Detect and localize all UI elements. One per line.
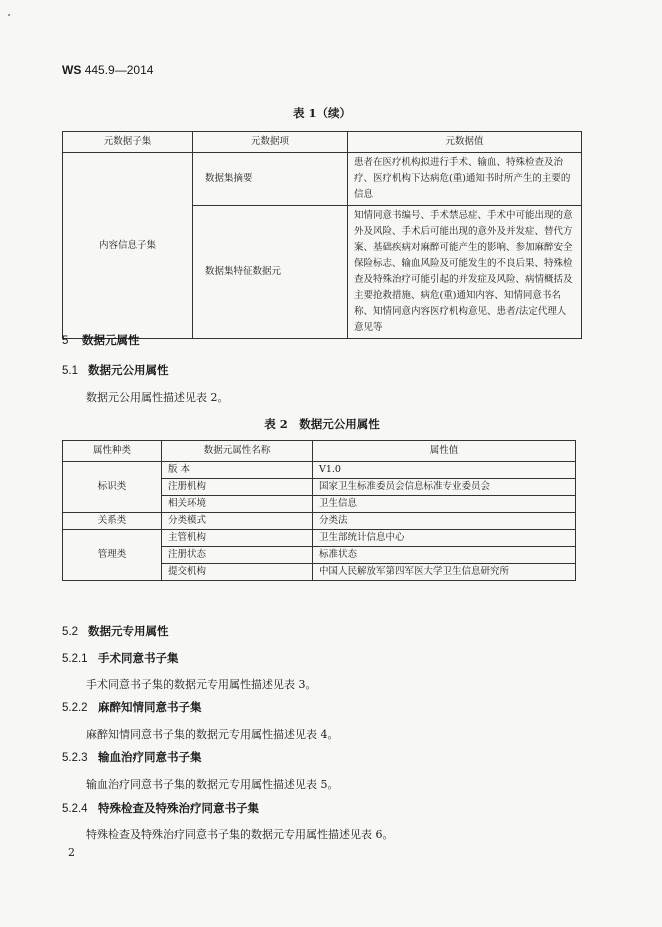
- section-5-2-3-text: 输血治疗同意书子集的数据元专用属性描述见表 5。: [86, 778, 339, 791]
- section-5-2-1-text: 手术同意书子集的数据元专用属性描述见表 3。: [86, 678, 317, 691]
- section-title: 输血治疗同意书子集: [98, 752, 202, 764]
- section-number: 5.2.3: [62, 752, 88, 764]
- table-row: [63, 153, 582, 206]
- std-number: 445.9—2014: [84, 63, 154, 77]
- header-cell: 元数据项: [193, 132, 348, 153]
- table2: [62, 440, 576, 581]
- table-header-row: [63, 441, 576, 462]
- header-cell: 属性种类: [63, 441, 162, 462]
- section-title: 手术同意书子集: [98, 653, 179, 665]
- attr-name-cell: 注册状态: [162, 547, 313, 564]
- item-cell: 数据集摘要: [193, 153, 348, 206]
- table-row: [63, 513, 576, 530]
- section-title: 数据元专用属性: [88, 626, 169, 638]
- section-5-2-1-heading: [62, 650, 179, 666]
- section-5-2-2-text: 麻醉知情同意书子集的数据元专用属性描述见表 4。: [86, 728, 339, 741]
- value-cell: 知情同意书编号、手术禁忌症、手术中可能出现的意外及风险、手术后可能出现的意外及并发症、替代方案、基础疾病对麻醉可能产生的影响、参加麻醉安全保险标志、输血风险及可能发生的不良后果、特殊检查及特殊治疗可能引起的并发症及风险、病情概括及主要抢救措施、病危(重)通知内容、知情同意书名称、知情同意内容医疗机构意见、患者/法定代理人意见等: [348, 206, 582, 339]
- page-number: 2: [68, 846, 75, 859]
- attr-value-cell: 标准状态: [313, 547, 576, 564]
- attr-name-cell: 相关环境: [162, 496, 313, 513]
- scan-speck: [8, 14, 10, 16]
- attr-name-cell: 分类模式: [162, 513, 313, 530]
- section-5-1-heading: [62, 362, 169, 378]
- attr-value-cell: 国家卫生标准委员会信息标准专业委员会: [313, 479, 576, 496]
- category-cell: 管理类: [63, 530, 162, 581]
- header-cell: 数据元属性名称: [162, 441, 313, 462]
- table-row: [63, 462, 576, 479]
- attr-value-cell: 卫生信息: [313, 496, 576, 513]
- table2-caption: 表 2 数据元公用属性: [264, 417, 380, 431]
- header-cell: 元数据子集: [63, 132, 193, 153]
- section-number: 5: [62, 335, 69, 347]
- attr-name-cell: 主管机构: [162, 530, 313, 547]
- header-cell: 元数据值: [348, 132, 582, 153]
- subset-cell: 内容信息子集: [63, 153, 193, 339]
- section-number: 5.2.4: [62, 803, 88, 815]
- attr-value-cell: V1.0: [313, 462, 576, 479]
- section-5-heading: [62, 332, 140, 348]
- header-cell: 属性值: [313, 441, 576, 462]
- category-cell: 标识类: [63, 462, 162, 513]
- section-5-2-4-text: 特殊检查及特殊治疗同意书子集的数据元专用属性描述见表 6。: [86, 828, 394, 841]
- category-cell: 关系类: [63, 513, 162, 530]
- section-5-1-text: 数据元公用属性描述见表 2。: [86, 391, 229, 404]
- table-header-row: [63, 132, 582, 153]
- standard-header: [62, 63, 153, 77]
- attr-value-cell: 分类法: [313, 513, 576, 530]
- value-cell: 患者在医疗机构拟进行手术、输血、特殊检查及治疗、医疗机构下达病危(重)通知书时所产生的主要的信息: [348, 153, 582, 206]
- section-title: 特殊检查及特殊治疗同意书子集: [98, 803, 259, 815]
- section-number: 5.2.2: [62, 702, 88, 714]
- section-5-2-heading: [62, 623, 169, 639]
- table-row: [63, 530, 576, 547]
- attr-value-cell: 卫生部统计信息中心: [313, 530, 576, 547]
- std-code: WS: [62, 63, 82, 77]
- section-number: 5.2.1: [62, 653, 88, 665]
- table1-caption: 表 1（续）: [292, 106, 351, 120]
- section-title: 麻醉知情同意书子集: [98, 702, 202, 714]
- section-title: 数据元公用属性: [88, 365, 169, 377]
- section-5-2-3-heading: [62, 749, 202, 765]
- attr-value-cell: 中国人民解放军第四军医大学卫生信息研究所: [313, 564, 576, 581]
- item-cell: 数据集特征数据元: [193, 206, 348, 339]
- section-number: 5.1: [62, 365, 78, 377]
- attr-name-cell: 注册机构: [162, 479, 313, 496]
- table1: [62, 131, 582, 339]
- attr-name-cell: 提交机构: [162, 564, 313, 581]
- section-title: 数据元属性: [82, 335, 140, 347]
- section-5-2-2-heading: [62, 699, 202, 715]
- section-5-2-4-heading: [62, 800, 259, 816]
- section-number: 5.2: [62, 626, 78, 638]
- attr-name-cell: 版 本: [162, 462, 313, 479]
